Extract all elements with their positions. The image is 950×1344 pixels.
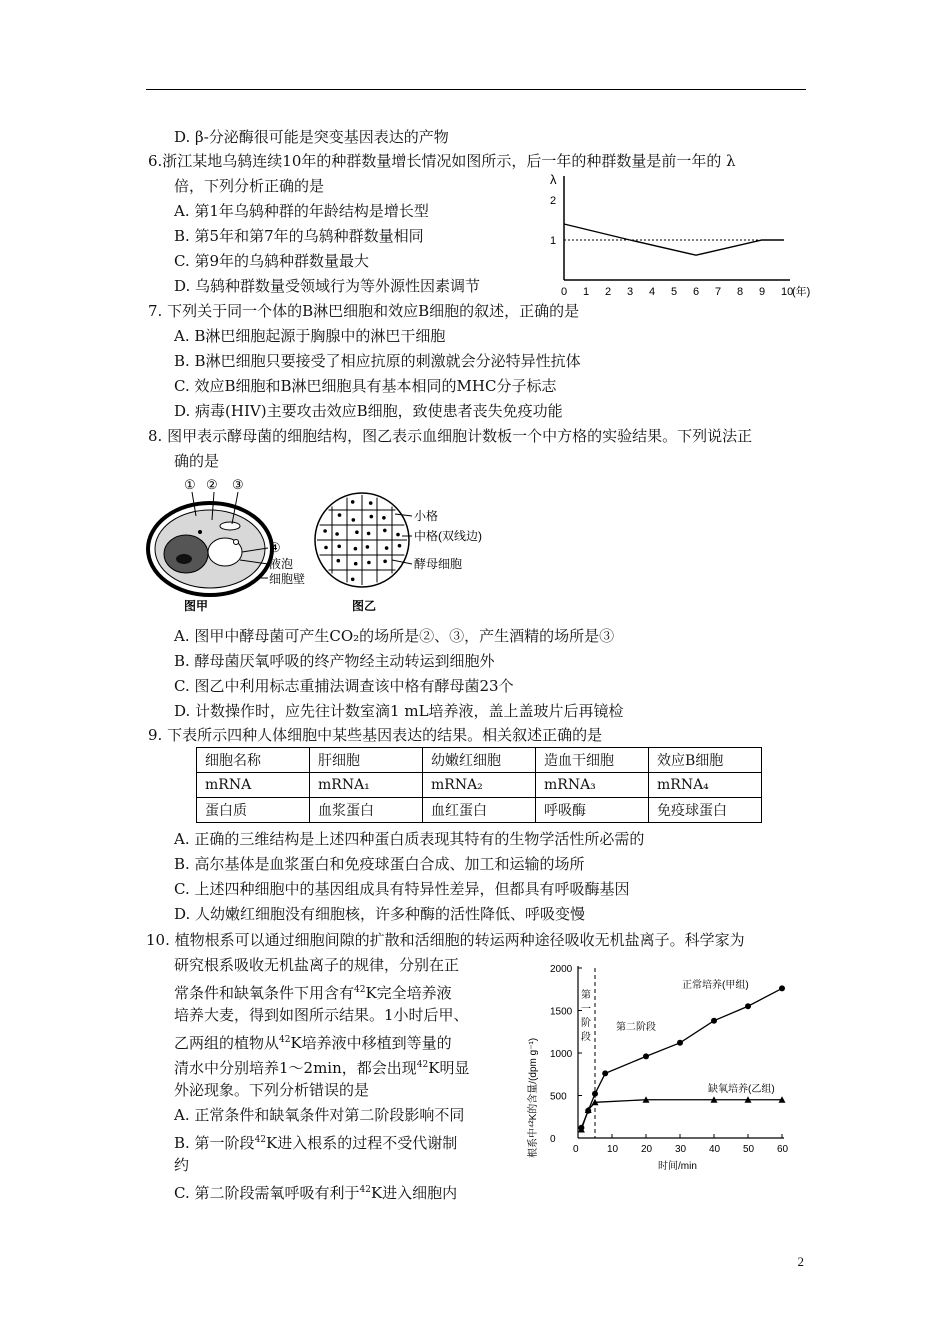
label-middle-square: 中格(双线边) bbox=[414, 529, 482, 543]
q6-option-c: C. 第9年的乌鸫种群数量最大 bbox=[174, 252, 370, 270]
caption-fig-b: 图乙 bbox=[352, 599, 377, 613]
x-tick-label: 40 bbox=[709, 1144, 721, 1155]
label-cell-wall: 细胞壁 bbox=[269, 572, 306, 586]
q6-lambda-chart bbox=[540, 170, 811, 300]
q8-option-b: B. 酵母菌厌氧呼吸的终产物经主动转运到细胞外 bbox=[174, 652, 495, 670]
table-row bbox=[197, 798, 762, 823]
label-yeast-cell: 酵母细胞 bbox=[414, 557, 463, 571]
q10-stem: 10. 植物根系可以通过细胞间隙的扩散和活细胞的转运两种途径吸收无机盐离子。科学家为 bbox=[146, 931, 745, 949]
label-4: ④ bbox=[269, 540, 281, 555]
stage1-label-char: 段 bbox=[581, 1032, 591, 1043]
label-small-square: 小格 bbox=[414, 509, 439, 523]
q10-stem-5: 乙两组的植物从$^{42}$K培养液中移植到等量的 bbox=[174, 1034, 452, 1052]
table-row bbox=[197, 748, 762, 773]
yeast-dot bbox=[338, 513, 342, 517]
y-tick-label: 1 bbox=[550, 235, 557, 247]
q8-option-a: A. 图甲中酵母菌可产生CO₂的场所是②、③，产生酒精的场所是③ bbox=[174, 627, 615, 645]
yeast-dot bbox=[337, 559, 341, 563]
x-tick-label: 30 bbox=[675, 1144, 687, 1155]
header-rule bbox=[146, 89, 806, 90]
table-row bbox=[197, 773, 762, 798]
x-axis-unit: (年) bbox=[792, 286, 811, 298]
q9-option-c: C. 上述四种细胞中的基因组成具有特异性差异，但都具有呼吸酶基因 bbox=[174, 880, 630, 898]
y-axis-label: 根系中⁴²K的含量/(dpm g⁻¹) bbox=[528, 1037, 539, 1158]
x-tick-label: 60 bbox=[777, 1144, 789, 1155]
y-tick-label: 500 bbox=[550, 1091, 567, 1103]
y-tick-label: 1000 bbox=[550, 1049, 573, 1060]
yeast-dot bbox=[382, 516, 386, 520]
x-tick-label: 8 bbox=[737, 286, 744, 298]
q6-option-a: A. 第1年乌鸫种群的年龄结构是增长型 bbox=[174, 202, 429, 220]
normal-series-point bbox=[602, 1070, 608, 1076]
x-tick-label: 4 bbox=[649, 286, 656, 298]
x-tick-label: 0 bbox=[561, 286, 568, 298]
q10-option-c: C. 第二阶段需氧呼吸有利于$^{42}$K进入细胞内 bbox=[174, 1184, 458, 1202]
x-axis-label: 时间/min bbox=[658, 1161, 697, 1172]
yeast-dot bbox=[324, 546, 328, 550]
table-cell: mRNA₄ bbox=[649, 773, 762, 798]
normal-series-point bbox=[592, 1091, 598, 1097]
x-tick-label: 9 bbox=[759, 286, 766, 298]
x-tick-label: 3 bbox=[627, 286, 634, 298]
q6-option-b: B. 第5年和第7年的乌鸫种群数量相同 bbox=[174, 227, 424, 245]
label-vacuole: 液泡 bbox=[269, 557, 294, 571]
q5-option-d: D. β-分泌酶很可能是突变基因表达的产物 bbox=[174, 128, 449, 146]
q10-stem-3: 常条件和缺氧条件下用含有$^{42}$K完全培养液 bbox=[174, 984, 452, 1002]
yeast-dot bbox=[367, 532, 371, 536]
yeast-dot bbox=[352, 518, 356, 522]
yeast-dot bbox=[385, 546, 389, 550]
q8-option-c: C. 图乙中利用标志重捕法调查该中格有酵母菌23个 bbox=[174, 677, 514, 695]
table-cell: mRNA₁ bbox=[310, 773, 423, 798]
yeast-dot bbox=[323, 529, 327, 533]
label-2: ② bbox=[206, 477, 218, 492]
normal-series-point bbox=[643, 1053, 649, 1059]
x-tick-label: 6 bbox=[693, 286, 700, 298]
x-tick-label: 50 bbox=[743, 1144, 755, 1155]
q10-option-b: B. 第一阶段$^{42}$K进入根系的过程不受代谢制 bbox=[174, 1134, 458, 1152]
q10-stem-4: 培养大麦，得到如图所示结果。1小时后甲、 bbox=[174, 1006, 469, 1024]
yeast-dot bbox=[351, 500, 355, 504]
normal-series-point bbox=[745, 1003, 751, 1009]
q6-stem-cont: 倍，下列分析正确的是 bbox=[174, 177, 325, 195]
normal-series-point bbox=[677, 1040, 683, 1046]
table-cell: 呼吸酶 bbox=[536, 798, 649, 823]
y-tick-label: 1500 bbox=[550, 1006, 573, 1018]
yeast-dot bbox=[335, 532, 339, 536]
normal-series-point bbox=[711, 1018, 717, 1024]
y-axis-label: λ bbox=[550, 172, 557, 187]
table-cell: 造血干细胞 bbox=[536, 748, 649, 773]
yeast-dot bbox=[355, 530, 359, 534]
q6-stem: 6.浙江某地乌鸫连续10年的种群数量增长情况如图所示，后一年的种群数量是前一年的 λ bbox=[148, 152, 736, 170]
y-tick-label: 2000 bbox=[550, 964, 573, 975]
stage1-label-char: 第 bbox=[581, 990, 591, 1001]
table-cell: 免疫球蛋白 bbox=[649, 798, 762, 823]
table-cell: 血红蛋白 bbox=[423, 798, 536, 823]
yeast-dot bbox=[354, 547, 358, 551]
yeast-dot bbox=[398, 544, 402, 548]
x-tick-label: 20 bbox=[641, 1144, 653, 1155]
yeast-dot bbox=[383, 529, 387, 533]
yeast-dot bbox=[354, 562, 358, 566]
table-cell: 幼嫩红细胞 bbox=[423, 748, 536, 773]
series-label-normal: 正常培养(甲组) bbox=[682, 980, 749, 991]
q8-stem: 8. 图甲表示酵母菌的细胞结构，图乙表示血细胞计数板一个中方格的实验结果。下列说法正 bbox=[148, 427, 753, 445]
table-cell: mRNA₃ bbox=[536, 773, 649, 798]
yeast-dot bbox=[366, 545, 370, 549]
q8-stem-cont: 确的是 bbox=[174, 452, 220, 470]
x-tick-label: 2 bbox=[605, 286, 612, 298]
table-cell: mRNA₂ bbox=[423, 773, 536, 798]
x-tick-label: 10 bbox=[781, 286, 794, 298]
stage1-label-char: 阶 bbox=[581, 1018, 591, 1029]
q9-option-b: B. 高尔基体是血浆蛋白和免疫球蛋白合成、加工和运输的场所 bbox=[174, 855, 585, 873]
q6-option-d: D. 乌鸫种群数量受领域行为等外源性因素调节 bbox=[174, 277, 481, 295]
stage1-label-char: 一 bbox=[581, 1004, 591, 1015]
anoxic-series-line bbox=[581, 1100, 782, 1130]
page-number: 2 bbox=[797, 1254, 804, 1269]
yeast-dot bbox=[396, 533, 400, 537]
q7-option-a: A. B淋巴细胞起源于胸腺中的淋巴干细胞 bbox=[174, 327, 446, 345]
x-tick-label: 0 bbox=[573, 1144, 579, 1155]
table-cell: 肝细胞 bbox=[310, 748, 423, 773]
normal-series-point bbox=[779, 985, 785, 991]
stage2-label: 第二阶段 bbox=[616, 1022, 656, 1033]
yeast-dot bbox=[383, 560, 387, 564]
x-tick-label: 7 bbox=[715, 286, 722, 298]
yeast-dot bbox=[337, 545, 341, 549]
x-tick-label: 10 bbox=[607, 1144, 619, 1155]
q7-option-d: D. 病毒(HIV)主要攻击效应B细胞，致使患者丧失免疫功能 bbox=[174, 402, 563, 420]
yeast-dot bbox=[351, 578, 355, 582]
yeast-dot bbox=[367, 561, 371, 565]
q10-stem-7: 外泌现象。下列分析错误的是 bbox=[174, 1081, 370, 1099]
normal-series-line bbox=[581, 988, 782, 1127]
q10-stem-2: 研究根系吸收无机盐离子的规律，分别在正 bbox=[174, 956, 460, 974]
counting-grid bbox=[315, 493, 409, 587]
y-tick-label: 0 bbox=[550, 1134, 556, 1145]
q8-option-d: D. 计数操作时，应先往计数室滴1 mL培养液，盖上盖玻片后再镜检 bbox=[174, 702, 624, 720]
q9-stem: 9. 下表所示四种人体细胞中某些基因表达的结果。相关叙述正确的是 bbox=[148, 726, 603, 744]
q8-figure bbox=[140, 472, 500, 617]
q9-option-a: A. 正确的三维结构是上述四种蛋白质表现其特有的生物学活性所必需的 bbox=[174, 830, 645, 848]
table-cell: 细胞名称 bbox=[197, 748, 310, 773]
series-label-anoxic: 缺氧培养(乙组) bbox=[708, 1084, 775, 1095]
q9-option-d: D. 人幼嫩红细胞没有细胞核，许多种酶的活性降低、呼吸变慢 bbox=[174, 905, 586, 923]
table-cell: 效应B细胞 bbox=[649, 748, 762, 773]
y-tick-label: 2 bbox=[550, 195, 557, 207]
q10-k42-chart bbox=[520, 958, 810, 1173]
table-cell: 血浆蛋白 bbox=[310, 798, 423, 823]
caption-fig-a: 图甲 bbox=[184, 599, 209, 613]
q7-stem: 7. 下列关于同一个体的B淋巴细胞和效应B细胞的叙述，正确的是 bbox=[148, 302, 580, 320]
label-3: ③ bbox=[232, 477, 244, 492]
table-cell: mRNA bbox=[197, 773, 310, 798]
q7-option-c: C. 效应B细胞和B淋巴细胞具有基本相同的MHC分子标志 bbox=[174, 377, 557, 395]
x-tick-label: 5 bbox=[671, 286, 678, 298]
yeast-dot bbox=[370, 515, 374, 519]
label-1: ① bbox=[184, 477, 196, 492]
gene-expression-table bbox=[196, 747, 762, 823]
table-cell: 蛋白质 bbox=[197, 798, 310, 823]
q10-stem-6: 清水中分别培养1～2min，都会出现$^{42}$K明显 bbox=[174, 1059, 470, 1077]
q7-option-b: B. B淋巴细胞只要接受了相应抗原的刺激就会分泌特异性抗体 bbox=[174, 352, 581, 370]
x-tick-label: 1 bbox=[583, 286, 590, 298]
q10-option-b-cont: 约 bbox=[174, 1156, 190, 1174]
yeast-cell-diagram bbox=[148, 492, 272, 595]
yeast-dot bbox=[369, 501, 373, 505]
q10-option-a: A. 正常条件和缺氧条件对第二阶段影响不同 bbox=[174, 1106, 465, 1124]
